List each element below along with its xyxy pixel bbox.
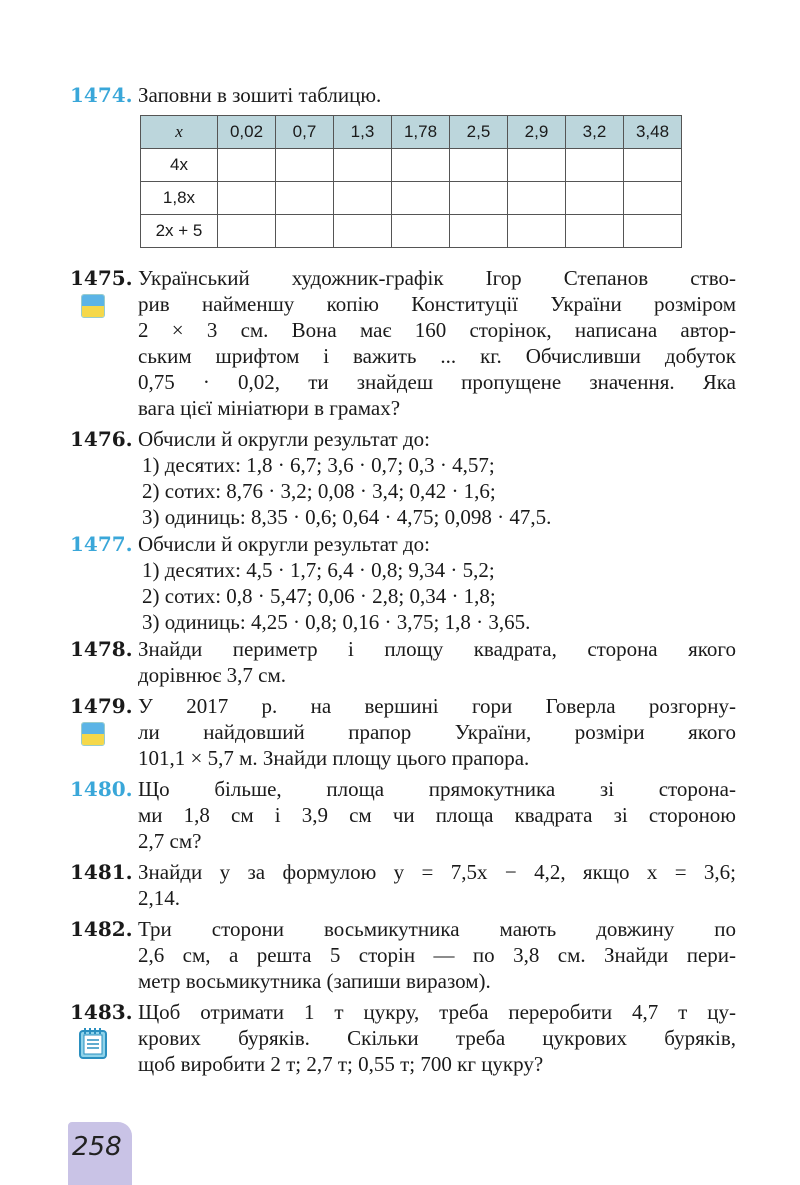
text-line: Три сторони восьмикутника мають довжину по bbox=[138, 917, 736, 941]
table-cell bbox=[218, 215, 276, 248]
notebook-icon bbox=[78, 1026, 108, 1060]
table-cell bbox=[334, 182, 392, 215]
exercise-text bbox=[138, 916, 736, 994]
exercise-1474 bbox=[70, 82, 736, 108]
table-cell bbox=[566, 215, 624, 248]
text-line: 0,75 · 0,02, ти знайдеш пропущене значення. Яка bbox=[138, 370, 736, 394]
table-cell bbox=[450, 215, 508, 248]
table-cell bbox=[392, 215, 450, 248]
text-line: ським шрифтом і важить ... кг. Обчисливши добуток bbox=[138, 344, 736, 368]
list-item: 1) десятих: 4,5 · 1,7; 6,4 · 0,8; 9,34 · 5,2; bbox=[142, 558, 495, 582]
table-cell bbox=[218, 149, 276, 182]
page-number: 258 bbox=[72, 1132, 122, 1162]
table-cell bbox=[566, 182, 624, 215]
exercise-text bbox=[138, 636, 736, 688]
exercise-1476 bbox=[70, 426, 736, 530]
text-line: Український художник-графік Ігор Степанов ство- bbox=[138, 266, 736, 290]
table-row bbox=[141, 149, 682, 182]
table-cell bbox=[218, 182, 276, 215]
table-row bbox=[141, 215, 682, 248]
text-line: 2,7 см? bbox=[138, 829, 202, 853]
text-line: Щоб отримати 1 т цукру, треба переробити 4,7 т цу- bbox=[138, 1000, 736, 1024]
text-line: щоб виробити 2 т; 2,7 т; 0,55 т; 700 кг цукру? bbox=[138, 1052, 544, 1076]
exercise-number: 1478. bbox=[70, 637, 133, 661]
list-item: 1) десятих: 1,8 · 6,7; 3,6 · 0,7; 0,3 · 4,57; bbox=[142, 453, 495, 477]
exercise-number: 1482. bbox=[70, 917, 133, 941]
exercise-number: 1475. bbox=[70, 266, 133, 290]
table-header-cell: 1,3 bbox=[334, 116, 392, 149]
table-header-cell: 3,48 bbox=[624, 116, 682, 149]
exercise-number: 1474. bbox=[70, 83, 133, 107]
table-cell bbox=[624, 182, 682, 215]
text-line: дорівнює 3,7 см. bbox=[138, 663, 286, 687]
exercise-items bbox=[138, 557, 736, 635]
table-cell bbox=[334, 149, 392, 182]
table-row bbox=[141, 182, 682, 215]
exercise-1475 bbox=[70, 265, 736, 421]
ukraine-flag-icon bbox=[81, 722, 105, 746]
text-line: У 2017 р. на вершині гори Говерла розгорну- bbox=[138, 694, 736, 718]
text-line: метр восьмикутника (запиши виразом). bbox=[138, 969, 491, 993]
values-table bbox=[140, 115, 682, 248]
table-cell bbox=[392, 149, 450, 182]
exercise-1483 bbox=[70, 999, 736, 1077]
exercise-text bbox=[138, 999, 736, 1077]
table-header-cell: 0,7 bbox=[276, 116, 334, 149]
table-row-label: 4x bbox=[141, 149, 218, 182]
table-header-cell: x bbox=[141, 116, 218, 149]
exercise-text bbox=[138, 265, 736, 421]
text-line: ми 1,8 см і 3,9 см чи площа квадрата зі стороною bbox=[138, 803, 736, 827]
text-line: крових буряків. Скільки треба цукрових буряків, bbox=[138, 1026, 736, 1050]
exercise-text bbox=[138, 859, 736, 911]
list-item: 2) сотих: 8,76 · 3,2; 0,08 · 3,4; 0,42 · 1,6; bbox=[142, 479, 496, 503]
exercise-text: Обчисли й округли результат до: bbox=[138, 427, 430, 451]
table-header-row bbox=[141, 116, 682, 149]
exercise-text: Обчисли й округли результат до: bbox=[138, 532, 430, 556]
text-line: 2,14. bbox=[138, 886, 180, 910]
exercise-number: 1483. bbox=[70, 1000, 133, 1024]
table-cell bbox=[276, 215, 334, 248]
exercise-number: 1477. bbox=[70, 532, 133, 556]
exercise-1480 bbox=[70, 776, 736, 854]
exercise-number: 1479. bbox=[70, 694, 133, 718]
text-line: вага цієї мініатюри в грамах? bbox=[138, 396, 401, 420]
table-cell bbox=[566, 149, 624, 182]
table-cell bbox=[508, 182, 566, 215]
exercise-number: 1480. bbox=[70, 777, 133, 801]
ukraine-flag-icon bbox=[81, 294, 105, 318]
table-header-cell: 3,2 bbox=[566, 116, 624, 149]
exercise-items bbox=[138, 452, 736, 530]
exercise-1482 bbox=[70, 916, 736, 994]
text-line: 2 × 3 см. Вона має 160 сторінок, написана автор- bbox=[138, 318, 736, 342]
text-line: Знайди периметр і площу квадрата, сторона якого bbox=[138, 637, 736, 661]
exercise-number: 1476. bbox=[70, 427, 133, 451]
table-cell bbox=[508, 149, 566, 182]
table-header-cell: 2,5 bbox=[450, 116, 508, 149]
exercise-1478 bbox=[70, 636, 736, 688]
table-cell bbox=[508, 215, 566, 248]
list-item: 2) сотих: 0,8 · 5,47; 0,06 · 2,8; 0,34 · 1,8; bbox=[142, 584, 496, 608]
exercise-1481 bbox=[70, 859, 736, 911]
text-line: ли найдовший прапор України, розміри якого bbox=[138, 720, 736, 744]
exercise-1477 bbox=[70, 531, 736, 635]
table-header-cell: 1,78 bbox=[392, 116, 450, 149]
table-cell bbox=[276, 182, 334, 215]
table-cell bbox=[624, 215, 682, 248]
table-cell bbox=[450, 182, 508, 215]
exercise-text: Заповни в зошиті таблицю. bbox=[138, 83, 382, 107]
table-cell bbox=[624, 149, 682, 182]
text-line: рив найменшу копію Конституції України розміром bbox=[138, 292, 736, 316]
exercise-text bbox=[138, 776, 736, 854]
list-item: 3) одиниць: 4,25 · 0,8; 0,16 · 3,75; 1,8 · 3,65. bbox=[142, 610, 531, 634]
table-cell bbox=[392, 182, 450, 215]
list-item: 3) одиниць: 8,35 · 0,6; 0,64 · 4,75; 0,098 · 47,5. bbox=[142, 505, 552, 529]
table-row-label: 2x + 5 bbox=[141, 215, 218, 248]
text-line: 101,1 × 5,7 м. Знайди площу цього прапора. bbox=[138, 746, 530, 770]
exercise-number: 1481. bbox=[70, 860, 133, 884]
text-line: Що більше, площа прямокутника зі сторона- bbox=[138, 777, 736, 801]
table-row-label: 1,8x bbox=[141, 182, 218, 215]
exercise-1479 bbox=[70, 693, 736, 771]
table-header-cell: 0,02 bbox=[218, 116, 276, 149]
table-cell bbox=[334, 215, 392, 248]
exercise-text bbox=[138, 693, 736, 771]
table-cell bbox=[450, 149, 508, 182]
table-cell bbox=[276, 149, 334, 182]
text-line: 2,6 см, а решта 5 сторін — по 3,8 см. Знайди пери- bbox=[138, 943, 736, 967]
text-line: Знайди y за формулою y = 7,5x − 4,2, якщо x = 3,6; bbox=[138, 860, 736, 884]
table-header-cell: 2,9 bbox=[508, 116, 566, 149]
